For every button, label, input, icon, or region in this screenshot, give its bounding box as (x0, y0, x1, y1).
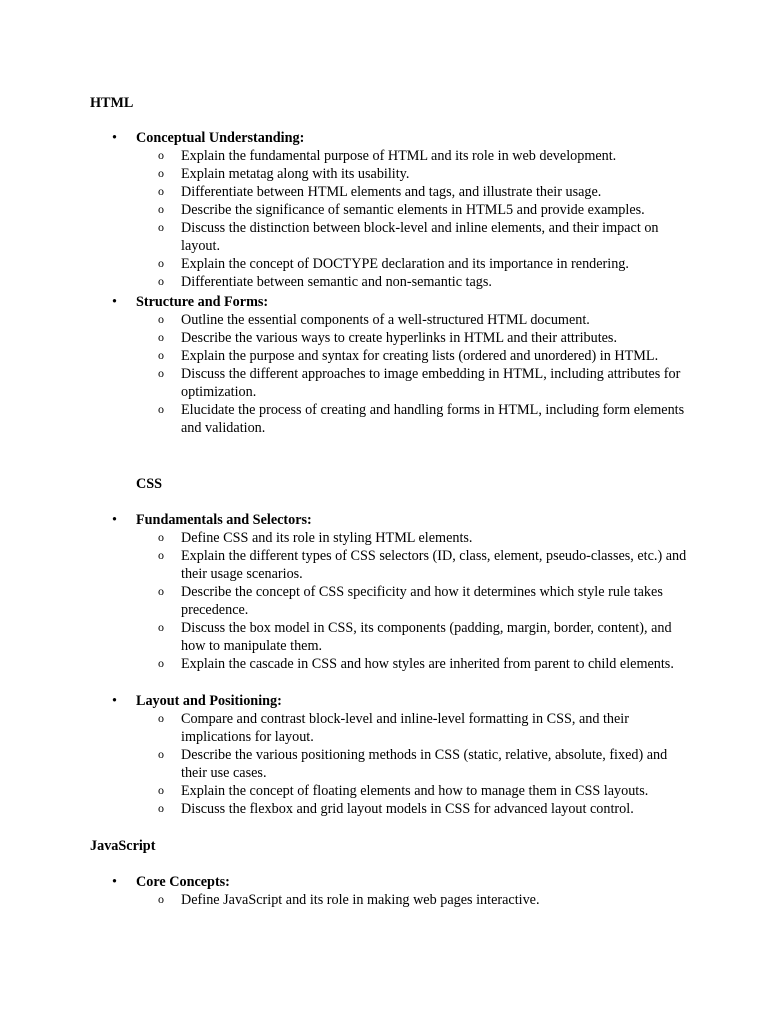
group-core-concepts (112, 873, 692, 909)
list-item: o Explain the purpose and syntax for creating lists (ordered and unordered) in HTML. (112, 347, 692, 365)
list-item: o Explain the concept of floating elements and how to manage them in CSS layouts. (112, 782, 692, 800)
list-item: o Explain the cascade in CSS and how styles are inherited from parent to child elements. (112, 655, 692, 673)
list-item: o Explain the fundamental purpose of HTML and its role in web development. (112, 147, 692, 165)
list-item: o Describe the various ways to create hyperlinks in HTML and their attributes. (112, 329, 692, 347)
list-item: o Describe the concept of CSS specificity and how it determines which style rule takes precedence. (112, 583, 692, 619)
list-item: o Differentiate between HTML elements and tags, and illustrate their usage. (112, 183, 692, 201)
item-list (112, 710, 692, 818)
list-item: o Discuss the different approaches to image embedding in HTML, including attributes for optimization. (112, 365, 692, 401)
list-item: o Discuss the flexbox and grid layout models in CSS for advanced layout control. (112, 800, 692, 818)
group-conceptual-understanding (112, 129, 692, 291)
group-title: • Fundamentals and Selectors: (112, 511, 692, 529)
list-item: o Explain metatag along with its usability. (112, 165, 692, 183)
list-item: o Compare and contrast block-level and inline-level formatting in CSS, and their implications for layout. (112, 710, 692, 746)
item-list (112, 891, 692, 909)
section-heading-javascript: JavaScript (90, 838, 156, 854)
list-item: o Differentiate between semantic and non-semantic tags. (112, 273, 692, 291)
list-item: o Define JavaScript and its role in making web pages interactive. (112, 891, 692, 909)
list-item: o Outline the essential components of a well-structured HTML document. (112, 311, 692, 329)
list-item: o Describe the significance of semantic elements in HTML5 and provide examples. (112, 201, 692, 219)
group-structure-and-forms (112, 293, 692, 437)
list-item: o Elucidate the process of creating and handling forms in HTML, including form elements and validation. (112, 401, 692, 437)
list-item: o Discuss the box model in CSS, its components (padding, margin, border, content), and how to manipulate them. (112, 619, 692, 655)
list-item: o Discuss the distinction between block-level and inline elements, and their impact on layout. (112, 219, 692, 255)
item-list (112, 147, 692, 291)
list-item: o Describe the various positioning methods in CSS (static, relative, absolute, fixed) and their use cases. (112, 746, 692, 782)
group-fundamentals-and-selectors (112, 511, 692, 673)
group-title: • Conceptual Understanding: (112, 129, 692, 147)
section-heading-html: HTML (90, 95, 134, 111)
item-list (112, 311, 692, 437)
list-item: o Explain the different types of CSS selectors (ID, class, element, pseudo-classes, etc.) and their usage scenarios. (112, 547, 692, 583)
group-title: • Core Concepts: (112, 873, 692, 891)
list-item: o Define CSS and its role in styling HTML elements. (112, 529, 692, 547)
list-item: o Explain the concept of DOCTYPE declaration and its importance in rendering. (112, 255, 692, 273)
item-list (112, 529, 692, 673)
section-heading-css: CSS (136, 476, 163, 492)
group-layout-and-positioning (112, 692, 692, 818)
group-title: • Structure and Forms: (112, 293, 692, 311)
group-title: • Layout and Positioning: (112, 692, 692, 710)
